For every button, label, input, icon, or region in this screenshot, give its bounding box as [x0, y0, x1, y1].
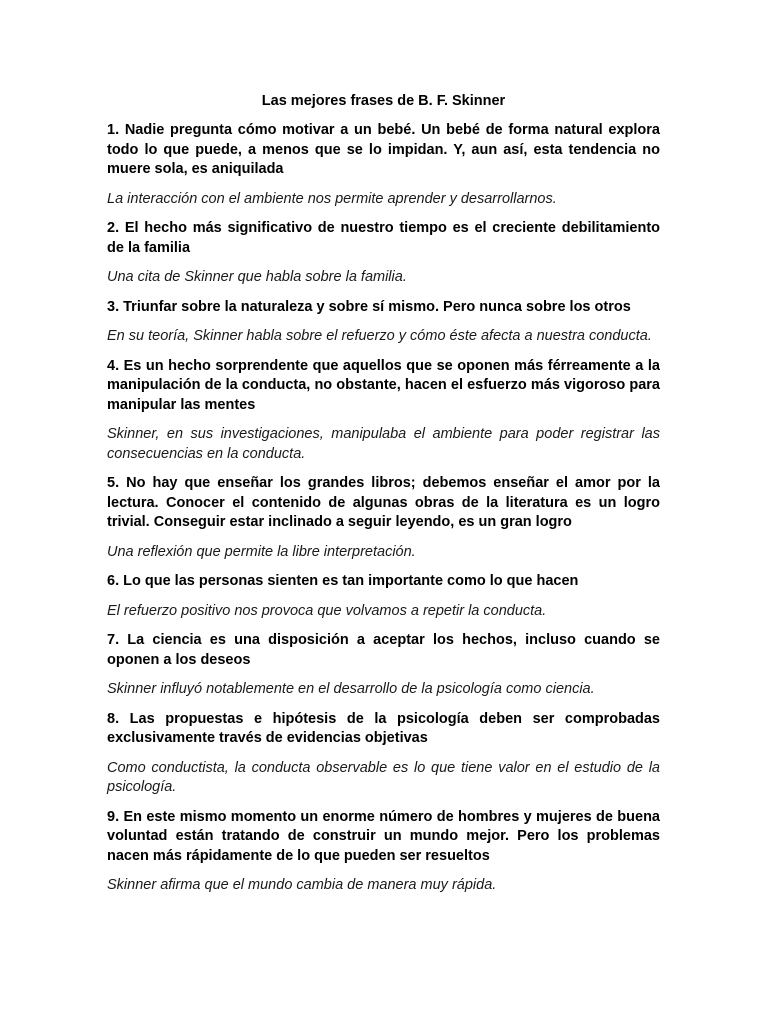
quote-text: 9. En este mismo momento un enorme número de hombres y mujeres de buena voluntad están tratando de construir un mundo mejor. Pero los problemas nacen más rápidamente de lo que pueden ser resueltos	[107, 808, 660, 864]
quote-text: 4. Es un hecho sorprendente que aquellos que se oponen más férreamente a la manipulación de la conducta, no obstante, hacen el esfuerzo más vigoroso para manipular las mentes	[107, 357, 660, 413]
quote-text: 2. El hecho más significativo de nuestro tiempo es el creciente debilitamiento de la familia	[107, 220, 660, 256]
quote-comment: El refuerzo positivo nos provoca que volvamos a repetir la conducta.	[107, 602, 547, 619]
quote-comment: La interacción con el ambiente nos permite aprender y desarrollarnos.	[107, 190, 557, 207]
quote-comment: Skinner afirma que el mundo cambia de manera muy rápida.	[107, 877, 497, 893]
quote-text: 8. Las propuestas e hipótesis de la psicología deben ser comprobadas exclusivamente través de evidencias objetivas	[107, 710, 660, 746]
entry-2	[107, 219, 660, 288]
quote-text: 1. Nadie pregunta cómo motivar a un bebé. Un bebé de forma natural explora todo lo que puede, a menos que se lo impidan. Y, aun así, esta tendencia no muere sola, es aniquilada	[107, 122, 660, 177]
entry-4	[107, 357, 660, 465]
entry-5	[107, 474, 660, 562]
quote-comment: En su teoría, Skinner habla sobre el refuerzo y cómo éste afecta a nuestra conducta.	[107, 328, 652, 344]
quote-text: 5. No hay que enseñar los grandes libros; debemos enseñar el amor por la lectura. Conocer el contenido de algunas obras de la literatura es un logro trivial. Conseguir estar inclinado a seguir leyendo, es un gran logro	[107, 475, 660, 530]
quote-comment: Una reflexión que permite la libre interpretación.	[107, 543, 416, 560]
entry-8	[107, 710, 660, 798]
entry-7	[107, 631, 660, 700]
quote-comment: Una cita de Skinner que habla sobre la familia.	[107, 269, 407, 285]
quote-text: 6. Lo que las personas sienten es tan importante como lo que hacen	[107, 573, 579, 589]
page-title: Las mejores frases de B. F. Skinner	[261, 93, 506, 109]
quote-text: 3. Triunfar sobre la naturaleza y sobre sí mismo. Pero nunca sobre los otros	[107, 298, 631, 315]
quote-text: 7. La ciencia es una disposición a aceptar los hechos, incluso cuando se oponen a los deseos	[107, 632, 660, 668]
entry-9	[107, 808, 660, 896]
entry-1	[107, 121, 660, 209]
quote-comment: Como conductista, la conducta observable es lo que tiene valor en el estudio de la psicología.	[107, 759, 660, 795]
quote-comment: Skinner influyó notablemente en el desarrollo de la psicología como ciencia.	[107, 681, 595, 697]
quote-comment: Skinner, en sus investigaciones, manipulaba el ambiente para poder registrar las consecuencias en la conducta.	[107, 426, 660, 462]
entry-3	[107, 298, 660, 347]
entry-6	[107, 572, 660, 621]
